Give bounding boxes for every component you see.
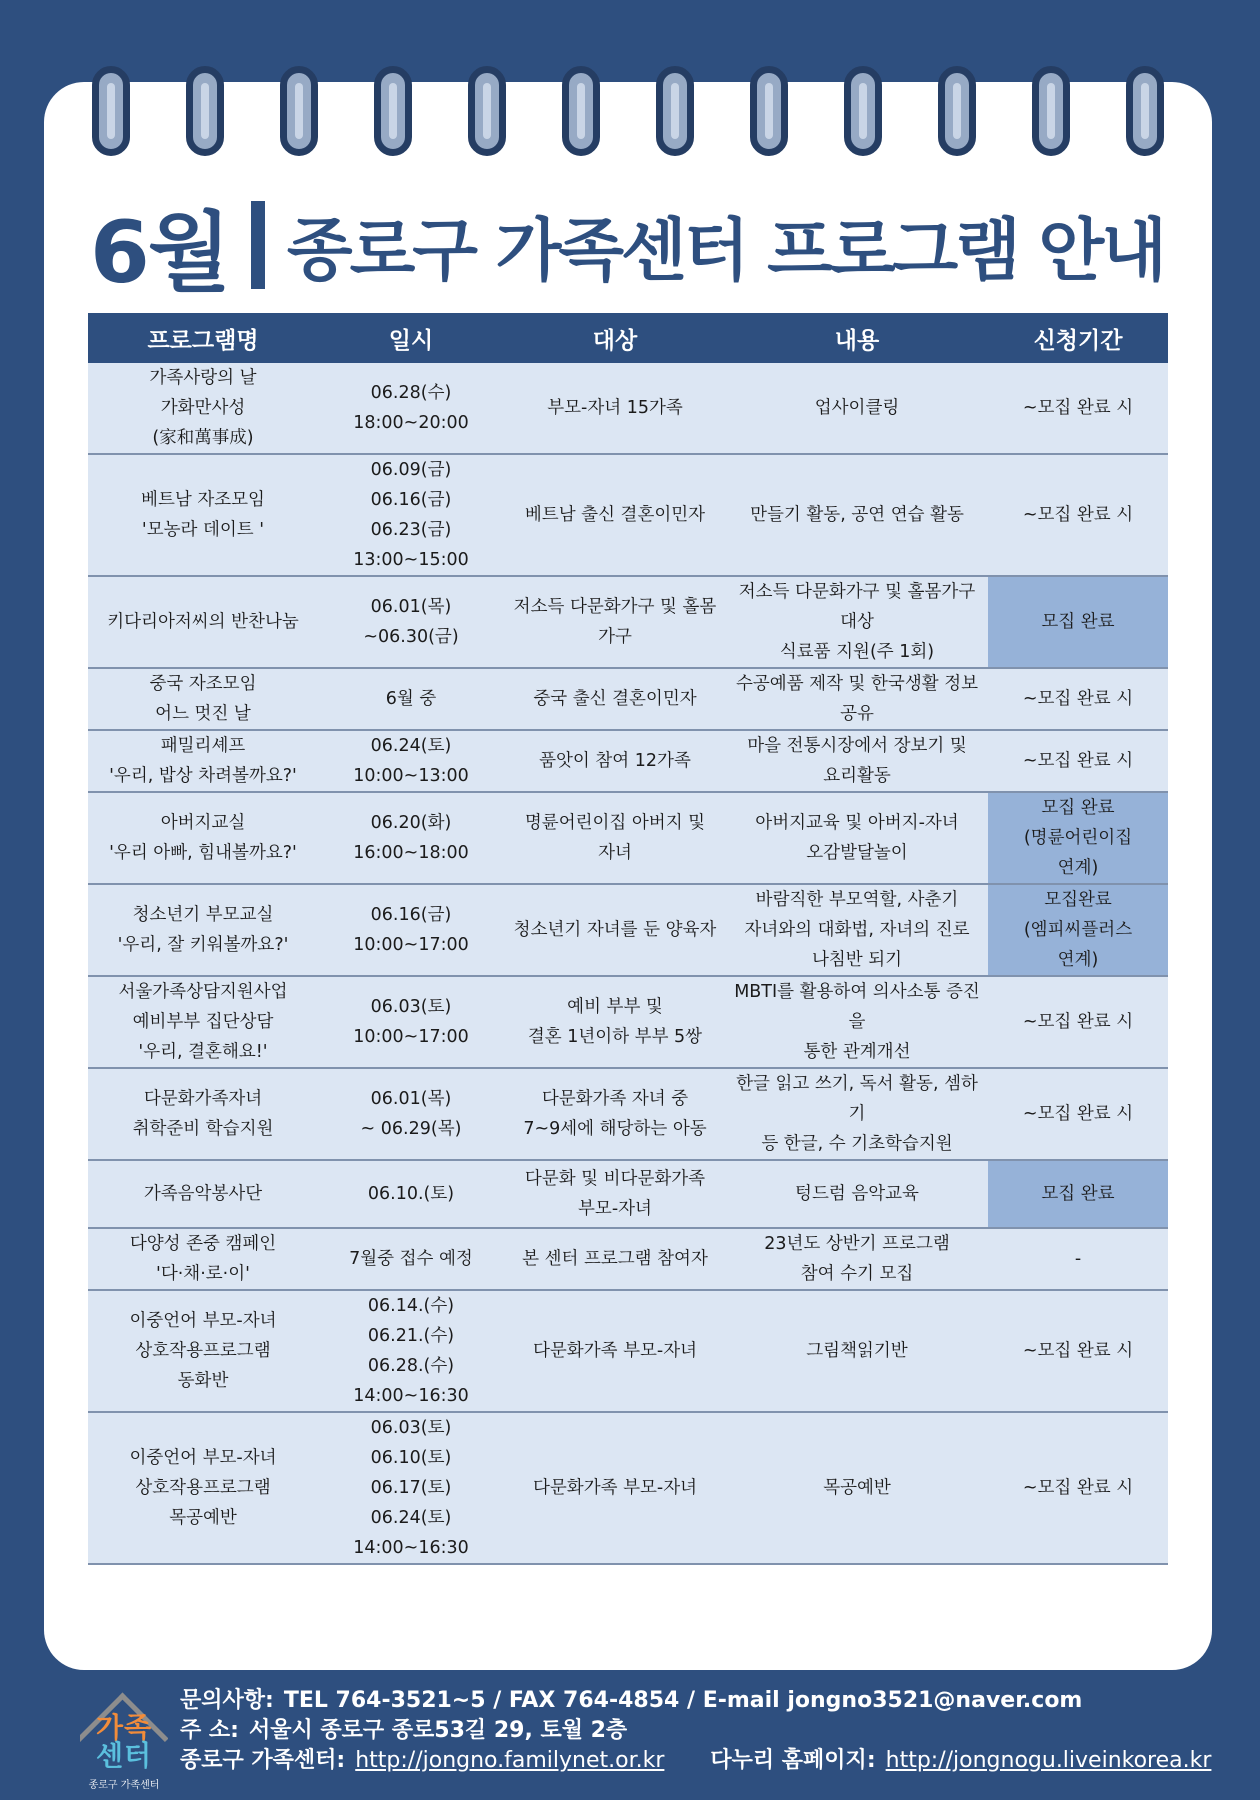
cell-line: (명륜어린이집: [1023, 828, 1133, 848]
cell-line: 식료품 지원(주 1회): [779, 642, 935, 662]
cell-line: 모집완료: [1044, 890, 1112, 910]
cell-line: 14:00~16:30: [353, 1538, 469, 1558]
target-cell: [504, 1412, 726, 1564]
cell-line: 다문화가족 부모-자녀: [532, 1478, 698, 1498]
cell-line: ~모집 완료 시: [1022, 689, 1134, 709]
content-cell: [726, 1228, 988, 1290]
cell-line: 06.21.(수): [367, 1326, 455, 1346]
cell-line: MBTI를 활용하여 의사소통 증진을: [734, 982, 980, 1032]
period-cell: [988, 730, 1168, 792]
binder-ring: [750, 66, 788, 156]
content-cell: [726, 792, 988, 884]
cell-line: ~모집 완료 시: [1022, 1478, 1134, 1498]
footer: [0, 1670, 1260, 1800]
cell-line: 06.23(금): [370, 520, 452, 540]
cell-line: -: [1074, 1249, 1082, 1269]
target-cell: [504, 730, 726, 792]
cell-line: ~ 06.29(목): [360, 1119, 462, 1139]
homepage-label: 종로구 가족센터:: [180, 1748, 346, 1773]
period-cell: [988, 1290, 1168, 1412]
cell-line: 연계): [1057, 950, 1099, 970]
period-cell: [988, 1160, 1168, 1228]
title-main: 종로구 가족센터 프로그램 안내: [286, 211, 1164, 291]
column-header: 일시: [318, 313, 504, 363]
schedule-cell: [318, 1412, 504, 1564]
cell-line: '우리, 밥상 차려볼까요?': [109, 766, 297, 786]
cell-line: 06.20(화): [370, 813, 452, 833]
cell-line: 06.14.(수): [367, 1296, 455, 1316]
cell-line: 06.09(금): [370, 460, 452, 480]
target-cell: [504, 792, 726, 884]
table-row: [88, 1228, 1168, 1290]
homepage-row: [180, 1746, 1211, 1776]
target-cell: [504, 454, 726, 576]
content-cell: [726, 730, 988, 792]
cell-line: 한글 읽고 쓰기, 독서 활동, 셈하기: [736, 1074, 978, 1124]
binder-ring: [374, 66, 412, 156]
cell-line: 목공예반: [823, 1478, 891, 1498]
schedule-cell: [318, 1290, 504, 1412]
cell-line: 마을 전통시장에서 장보기 및: [747, 736, 967, 756]
cell-line: 모집 완료: [1041, 612, 1115, 632]
cell-line: (家和萬事成): [152, 428, 254, 448]
schedule-cell: [318, 730, 504, 792]
target-cell: [504, 976, 726, 1068]
table-row: [88, 576, 1168, 668]
cell-line: 06.03(토): [370, 997, 452, 1017]
target-cell: [504, 668, 726, 730]
period-cell: [988, 1068, 1168, 1160]
cell-line: ~모집 완료 시: [1022, 1104, 1134, 1124]
title-divider: [251, 201, 265, 289]
logo-text-line: 센터: [95, 1739, 153, 1772]
cell-line: 어느 멋진 날: [155, 704, 251, 724]
binder-ring: [186, 66, 224, 156]
cell-line: 나침반 되기: [811, 950, 903, 970]
cell-line: 참여 수기 모집: [800, 1264, 914, 1284]
cell-line: 10:00~17:00: [353, 1027, 469, 1047]
cell-line: 06.28.(수): [367, 1356, 455, 1376]
content-cell: [726, 454, 988, 576]
logo-text: [88, 1711, 160, 1772]
cell-line: 06.16(금): [370, 490, 452, 510]
cell-line: 가족사랑의 날: [149, 368, 257, 388]
cell-line: ~모집 완료 시: [1022, 1012, 1134, 1032]
cell-line: 패밀리셰프: [160, 736, 246, 756]
cell-line: 6월 중: [385, 689, 437, 709]
contact-value: TEL 764-3521~5 / FAX 764-4854 / E-mail jongno3521@naver.com: [283, 1688, 1083, 1713]
schedule-cell: [318, 976, 504, 1068]
address-label: 주 소:: [180, 1718, 239, 1743]
cell-line: 06.24(토): [370, 736, 452, 756]
period-cell: [988, 976, 1168, 1068]
address-row: [180, 1716, 1211, 1746]
cell-line: 청소년기 자녀를 둔 양육자: [513, 920, 717, 940]
cell-line: 품앗이 참여 12가족: [539, 751, 691, 771]
cell-line: 모집 완료: [1041, 798, 1115, 818]
table-row: [88, 1412, 1168, 1564]
target-cell: [504, 884, 726, 976]
program-name-cell: [88, 454, 318, 576]
period-cell: [988, 363, 1168, 454]
binder-ring: [468, 66, 506, 156]
cell-line: 업사이클링: [814, 398, 900, 418]
cell-line: 오감발달놀이: [806, 843, 908, 863]
binder-ring: [562, 66, 600, 156]
table-row: [88, 1290, 1168, 1412]
schedule-cell: [318, 668, 504, 730]
center-logo: [74, 1684, 174, 1796]
cell-line: 다문화가족자녀: [143, 1089, 263, 1109]
target-cell: [504, 1160, 726, 1228]
program-name-cell: [88, 576, 318, 668]
cell-line: 자녀: [598, 843, 632, 863]
cell-line: 06.01(목): [370, 597, 452, 617]
period-cell: [988, 884, 1168, 976]
table-row: [88, 1160, 1168, 1228]
cell-line: 목공예반: [169, 1508, 237, 1528]
target-cell: [504, 363, 726, 454]
cell-line: 그림책읽기반: [806, 1341, 908, 1361]
cell-line: ~모집 완료 시: [1022, 1341, 1134, 1361]
title-month: 6월: [90, 203, 229, 303]
period-cell: [988, 792, 1168, 884]
column-header: 신청기간: [988, 313, 1168, 363]
cell-line: 다문화가족 부모-자녀: [532, 1341, 698, 1361]
cell-line: 본 센터 프로그램 참여자: [522, 1249, 708, 1269]
cell-line: 부모-자녀 15가족: [547, 398, 683, 418]
danuri-label: 다누리 홈페이지:: [710, 1748, 876, 1773]
column-header: 프로그램명: [88, 313, 318, 363]
schedule-cell: [318, 1160, 504, 1228]
cell-line: 베트남 출신 결혼이민자: [524, 505, 706, 525]
table-row: [88, 730, 1168, 792]
homepage-link[interactable]: http://jongno.familynet.or.kr: [355, 1748, 665, 1773]
cell-line: 다문화가족 자녀 중: [541, 1089, 689, 1109]
logo-text-line: 가족: [95, 1711, 153, 1744]
cell-line: ~06.30(금): [363, 627, 459, 647]
cell-line: 베트남 자조모임: [141, 490, 265, 510]
cell-line: 23년도 상반기 프로그램: [764, 1234, 950, 1254]
binder-ring: [92, 66, 130, 156]
schedule-cell: [318, 792, 504, 884]
program-name-cell: [88, 1412, 318, 1564]
cell-line: 06.16(금): [370, 905, 452, 925]
target-cell: [504, 1068, 726, 1160]
danuri-link[interactable]: http://jongnogu.liveinkorea.kr: [885, 1748, 1212, 1773]
page-title: [90, 190, 1164, 303]
schedule-cell: [318, 1228, 504, 1290]
binder-ring: [844, 66, 882, 156]
contact-label: 문의사항:: [180, 1688, 274, 1713]
cell-line: 06.03(토): [370, 1418, 452, 1438]
schedule-cell: [318, 576, 504, 668]
program-name-cell: [88, 976, 318, 1068]
content-cell: [726, 668, 988, 730]
cell-line: 가구: [598, 627, 632, 647]
cell-line: 서울가족상담지원사업: [118, 982, 288, 1002]
period-cell: [988, 1228, 1168, 1290]
cell-line: 모집 완료: [1041, 1184, 1115, 1204]
cell-line: 06.01(목): [370, 1089, 452, 1109]
cell-line: 06.24(토): [370, 1508, 452, 1528]
cell-line: 16:00~18:00: [353, 843, 469, 863]
cell-line: ~모집 완료 시: [1022, 398, 1134, 418]
cell-line: 연계): [1057, 858, 1099, 878]
column-header: 내용: [726, 313, 988, 363]
program-table: [88, 313, 1168, 1565]
table-row: [88, 363, 1168, 454]
cell-line: 키다리아저씨의 반찬나눔: [107, 612, 299, 632]
table-row: [88, 1068, 1168, 1160]
cell-line: '우리, 결혼해요!': [138, 1042, 268, 1062]
program-name-cell: [88, 668, 318, 730]
cell-line: 결혼 1년이하 부부 5쌍: [527, 1027, 703, 1047]
cell-line: (엠피씨플러스: [1023, 920, 1133, 940]
cell-line: 등 한글, 수 기초학습지원: [761, 1134, 953, 1154]
cell-line: 청소년기 부모교실: [132, 905, 274, 925]
cell-line: 저소득 다문화가구 및 홀몸: [513, 597, 717, 617]
program-name-cell: [88, 1290, 318, 1412]
cell-line: 06.28(수): [370, 383, 452, 403]
binder-ring: [938, 66, 976, 156]
program-name-cell: [88, 792, 318, 884]
cell-line: 10:00~17:00: [353, 935, 469, 955]
content-cell: [726, 363, 988, 454]
cell-line: '우리 아빠, 힘내볼까요?': [109, 843, 297, 863]
table-row: [88, 668, 1168, 730]
content-cell: [726, 1068, 988, 1160]
cell-line: ~모집 완료 시: [1022, 505, 1134, 525]
cell-line: 동화반: [177, 1371, 229, 1391]
binder-ring: [1032, 66, 1070, 156]
cell-line: 저소득 다문화가구 및 홀몸가구 대상: [738, 582, 976, 632]
cell-line: 18:00~20:00: [353, 413, 469, 433]
cell-line: 중국 출신 결혼이민자: [533, 689, 697, 709]
cell-line: 가족음악봉사단: [143, 1184, 263, 1204]
target-cell: [504, 1228, 726, 1290]
program-name-cell: [88, 363, 318, 454]
cell-line: 수공예품 제작 및 한국생활 정보공유: [735, 674, 978, 724]
content-cell: [726, 1412, 988, 1564]
cell-line: 7월중 접수 예정: [349, 1249, 473, 1269]
cell-line: 이중언어 부모-자녀: [129, 1448, 277, 1468]
address-value: 서울시 종로구 종로53길 29, 토월 2층: [248, 1718, 628, 1743]
cell-line: 06.10(토): [370, 1448, 452, 1468]
target-cell: [504, 1290, 726, 1412]
cell-line: '다·채·로·이': [156, 1264, 250, 1284]
contact-info: [180, 1686, 1211, 1776]
program-name-cell: [88, 730, 318, 792]
cell-line: '우리, 잘 키워볼까요?': [117, 935, 289, 955]
cell-line: 중국 자조모임: [149, 674, 257, 694]
period-cell: [988, 576, 1168, 668]
cell-line: 7~9세에 해당하는 아동: [523, 1119, 707, 1139]
cell-line: 06.10.(토): [367, 1184, 455, 1204]
table-header-row: [88, 313, 1168, 363]
column-header: 대상: [504, 313, 726, 363]
cell-line: 다문화 및 비다문화가족: [524, 1169, 706, 1189]
cell-line: 텅드럼 음악교육: [795, 1184, 919, 1204]
cell-line: 부모-자녀: [578, 1199, 652, 1219]
schedule-cell: [318, 454, 504, 576]
program-name-cell: [88, 1228, 318, 1290]
cell-line: 이중언어 부모-자녀: [129, 1311, 277, 1331]
content-cell: [726, 1160, 988, 1228]
cell-line: 예비부부 집단상담: [132, 1012, 274, 1032]
cell-line: 상호작용프로그램: [135, 1478, 271, 1498]
cell-line: 다양성 존중 캠페인: [129, 1234, 277, 1254]
cell-line: 10:00~13:00: [353, 766, 469, 786]
cell-line: 가화만사성: [160, 398, 246, 418]
cell-line: 아버지교육 및 아버지-자녀: [755, 813, 959, 833]
program-name-cell: [88, 1068, 318, 1160]
cell-line: 예비 부부 및: [567, 997, 663, 1017]
cell-line: 06.17(토): [370, 1478, 452, 1498]
contact-row: [180, 1686, 1211, 1716]
table-row: [88, 976, 1168, 1068]
schedule-cell: [318, 884, 504, 976]
target-cell: [504, 576, 726, 668]
cell-line: '모농라 데이트 ': [141, 520, 265, 540]
cell-line: 요리활동: [823, 766, 891, 786]
cell-line: 아버지교실: [160, 813, 246, 833]
table-row: [88, 454, 1168, 576]
schedule-cell: [318, 1068, 504, 1160]
cell-line: 만들기 활동, 공연 연습 활동: [750, 505, 964, 525]
period-cell: [988, 454, 1168, 576]
content-cell: [726, 976, 988, 1068]
content-cell: [726, 1290, 988, 1412]
program-name-cell: [88, 1160, 318, 1228]
cell-line: 바람직한 부모역할, 사춘기: [755, 890, 959, 910]
cell-line: 14:00~16:30: [353, 1386, 469, 1406]
content-cell: [726, 576, 988, 668]
cell-line: 명륜어린이집 아버지 및: [524, 813, 706, 833]
table-row: [88, 884, 1168, 976]
binder-rings: [0, 66, 1260, 166]
content-cell: [726, 884, 988, 976]
cell-line: 자녀와의 대화법, 자녀의 진로: [744, 920, 970, 940]
cell-line: 상호작용프로그램: [135, 1341, 271, 1361]
period-cell: [988, 668, 1168, 730]
cell-line: 13:00~15:00: [353, 550, 469, 570]
program-name-cell: [88, 884, 318, 976]
cell-line: 취학준비 학습지원: [132, 1119, 274, 1139]
binder-ring: [280, 66, 318, 156]
schedule-cell: [318, 363, 504, 454]
binder-ring: [1126, 66, 1164, 156]
table-row: [88, 792, 1168, 884]
logo-caption: 종로구 가족센터: [88, 1780, 160, 1791]
period-cell: [988, 1412, 1168, 1564]
cell-line: ~모집 완료 시: [1022, 751, 1134, 771]
cell-line: 통한 관계개선: [803, 1042, 911, 1062]
binder-ring: [656, 66, 694, 156]
